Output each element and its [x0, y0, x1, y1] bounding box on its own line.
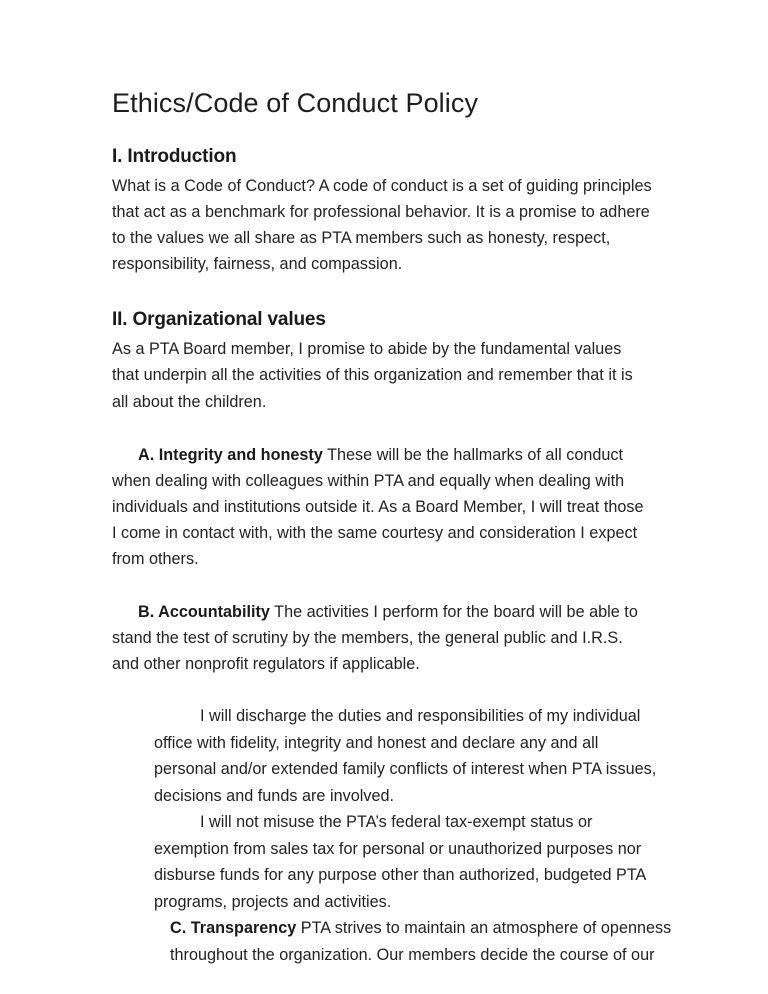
item-b-text: The activities I perform for the board will be able to stand the test of scrutiny by the members, the general public and I.R.S. and other nonprofit regulators if applicable. [112, 603, 638, 674]
section-heading-introduction: I. Introduction [112, 146, 237, 167]
item-a-label: A. Integrity and honesty [138, 445, 323, 464]
item-a-text: These will be the hallmarks of all conduct when dealing with colleagues within PTA and equally when dealing with individuals and institutions outside it. As a Board Member, I will treat those I come in contact with, with the same courtesy and consideration I expect from others. [112, 445, 644, 569]
indented-paragraph-1: I will discharge the duties and responsibilities of my individual office with fidelity, integrity and honest and declare any and all personal and/or extended family conflicts of interest when PTA issues, decisions and funds are involved. [154, 707, 657, 805]
paragraph-introduction: What is a Code of Conduct? A code of conduct is a set of guiding principles that act as a benchmark for professional behavior. It is a promise to adhere to the values we all share as PTA members such as honesty, respect, responsibility, fairness, and compassion. [112, 177, 652, 274]
document-body [112, 86, 672, 968]
indented-paragraph-2: I will not misuse the PTA’s federal tax-exempt status or exemption from sales tax for personal or unauthorized purposes nor disburse funds for any purpose other than authorized, budgeted PTA programs, projects and activities. [154, 813, 646, 911]
indented-block [154, 703, 672, 968]
paragraph-item-c [154, 915, 678, 968]
item-b-label: B. Accountability [138, 603, 270, 622]
item-c-label: C. Transparency [170, 919, 297, 938]
paragraph-organizational-values: As a PTA Board member, I promise to abide by the fundamental values that underpin all the activities of this organization and remember that it is all about the children. [112, 340, 633, 411]
page-title: Ethics/Code of Conduct Policy [112, 88, 479, 118]
paragraph-item-a [112, 442, 652, 572]
paragraph-item-b [112, 599, 652, 677]
item-c-text: PTA strives to maintain an atmosphere of openness throughout the organization. Our members decide the course of our [170, 919, 672, 964]
section-heading-organizational-values: II. Organizational values [112, 309, 326, 331]
